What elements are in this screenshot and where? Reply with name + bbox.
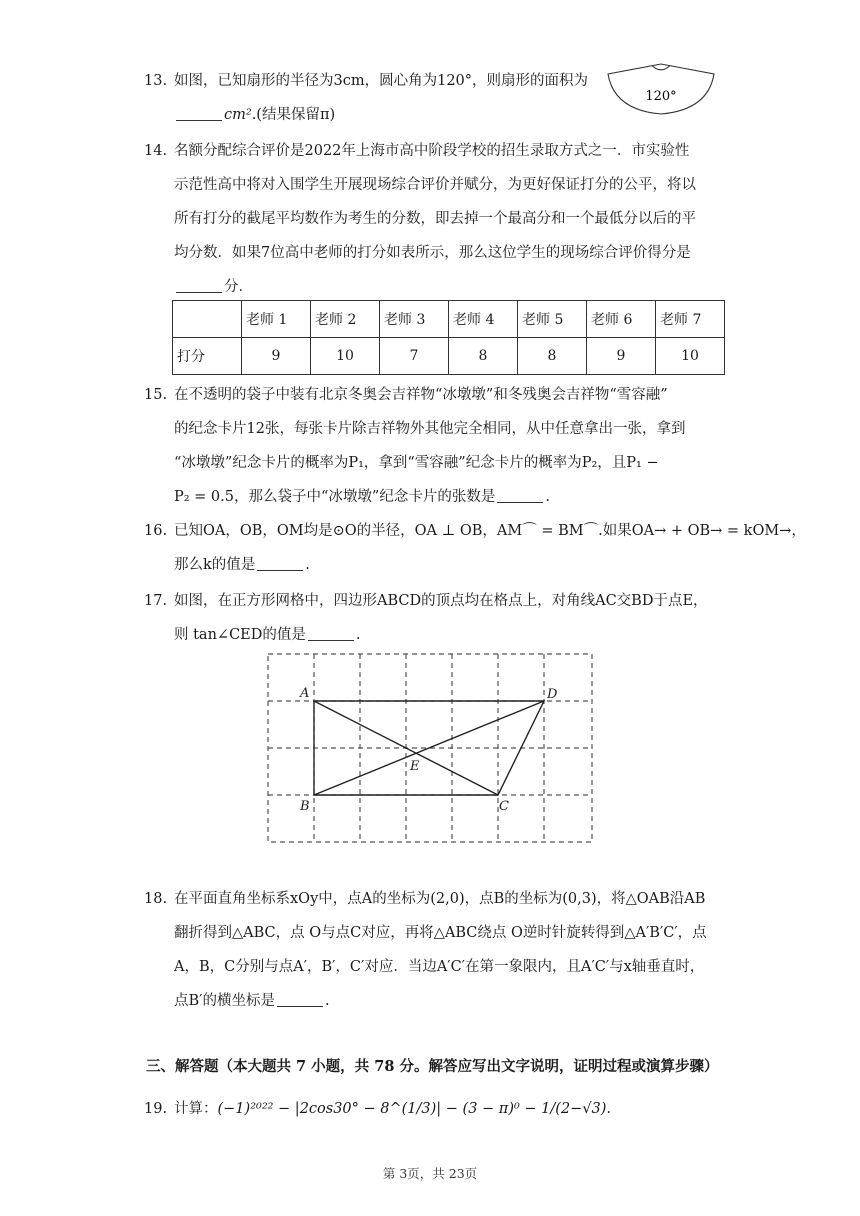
question-text: 计算：(−1)²⁰²² − |2cos30° − 8^(1/3)| − (3 − π)⁰ − 1/(2−√3). xyxy=(174,1101,612,1117)
question-text-line3: “冰墩墩”纪念卡片的概率为P₁，拿到“雪容融”纪念卡片的概率为P₂，且P₁ − xyxy=(174,455,659,471)
diagonal-bd xyxy=(314,701,544,795)
question-text: 如图，在正方形网格中，四边形ABCD的顶点均在格点上，对角线AC交BD于点E， xyxy=(174,593,708,609)
question-text: 已知OA，OB，OM均是⊙O的半径，OA ⊥ OB，AM⌒ = BM⌒.如果OA→ + OB→ = kOM→， xyxy=(174,523,806,539)
question-text-line5: 分． xyxy=(174,270,253,304)
label-b: B xyxy=(300,799,310,814)
question-number: 19. xyxy=(144,1101,168,1117)
question-text: 在平面直角坐标系xOy中，点A的坐标为(2,0)，点B的坐标为(0,3)，将△OAB沿AB xyxy=(174,891,706,907)
question-number: 13. xyxy=(144,73,168,89)
question-text-line3: 所有打分的截尾平均数作为考生的分数，即去掉一个最高分和一个最低分以后的平 xyxy=(174,211,696,227)
question-text-line2: 那么k的值是 . xyxy=(174,548,310,582)
section-heading: 三、解答题（本大题共 7 小题，共 78 分。解答应写出文字说明，证明过程或演算步骤） xyxy=(146,1058,719,1075)
question-text-line2: 则 tan∠CED的值是 . xyxy=(174,618,360,652)
answer-blank xyxy=(497,486,543,503)
sector-figure xyxy=(604,62,718,120)
label-d: D xyxy=(547,687,558,702)
table-header-row: 老师 1 老师 2 老师 3 老师 4 老师 5 老师 6 老师 7 xyxy=(173,301,725,338)
question-number: 18. xyxy=(144,891,168,907)
table-row: 打分 9 10 7 8 8 9 10 xyxy=(173,338,725,375)
question-text: 如图，已知扇形的半径为3cm，圆心角为120°，则扇形的面积为 xyxy=(174,73,589,89)
page-footer: 第 3页，共 23页 xyxy=(382,1166,478,1181)
question-text-line2: 的纪念卡片12张，每张卡片除吉祥物外其他完全相同，从中任意拿出一张，拿到 xyxy=(174,421,686,437)
label-e: E xyxy=(410,759,420,774)
question-text-line3: A，B，C分别与点A′，B′，C′对应．当边A′C′在第一象限内，且A′C′与x轴垂直时， xyxy=(174,959,705,975)
angle-label: 120° xyxy=(645,89,677,104)
grid-quadrilateral-figure xyxy=(262,648,602,848)
question-text: 名额分配综合评价是2022年上海市高中阶段学校的招生录取方式之一．市实验性 xyxy=(174,143,690,159)
label-a: A xyxy=(300,686,310,701)
answer-blank xyxy=(257,554,303,571)
question-number: 17. xyxy=(144,593,168,609)
question-text-line4: 点B′的横坐标是 . xyxy=(174,984,330,1018)
question-number: 16. xyxy=(144,523,168,539)
answer-blank xyxy=(176,104,222,121)
question-text: 在不透明的袋子中装有北京冬奥会吉祥物“冰墩墩”和冬残奥会吉祥物“雪容融” xyxy=(174,387,668,403)
label-c: C xyxy=(499,799,509,814)
question-number: 15. xyxy=(144,387,168,403)
question-text-line2: 示范性高中将对入围学生开展现场综合评价并赋分，为更好保证打分的公平，将以 xyxy=(174,177,696,193)
score-table xyxy=(172,300,725,375)
question-text-line2: cm².(结果保留π) xyxy=(174,98,335,132)
answer-blank xyxy=(176,276,222,293)
answer-blank xyxy=(308,624,354,641)
question-text-line4: 均分数．如果7位高中老师的打分如表所示，那么这位学生的现场综合评价得分是 xyxy=(174,245,691,261)
question-text-line2: 翻折得到△ABC，点 O与点C对应，再将△ABC绕点 O逆时针旋转得到△A′B′C′，点 xyxy=(174,925,707,941)
answer-blank xyxy=(277,990,323,1007)
question-number: 14. xyxy=(144,143,168,159)
question-text-line4: P₂ = 0.5，那么袋子中“冰墩墩”纪念卡片的张数是 . xyxy=(174,480,550,514)
